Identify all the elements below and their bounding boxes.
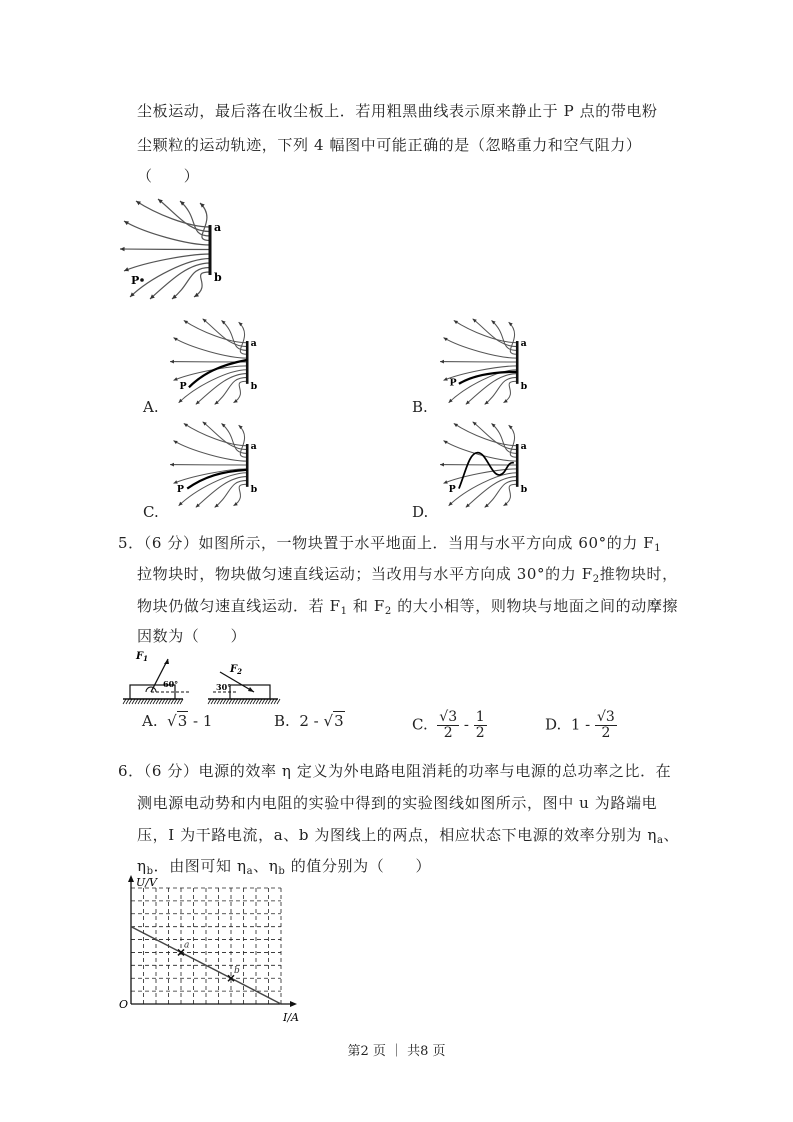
arrowhead-icon bbox=[170, 360, 174, 364]
q4-text-line-1: 尘板运动，最后落在收尘板上．若用粗黑曲线表示原来静止于 P 点的带电粉 bbox=[137, 102, 658, 120]
field-line bbox=[234, 381, 248, 402]
label-b: b bbox=[214, 271, 222, 284]
label-p: P bbox=[176, 484, 185, 495]
q4-answer-blank: （ ） bbox=[137, 167, 200, 185]
x-axis-arrow-icon bbox=[290, 1001, 297, 1007]
angle-30-label: 30° bbox=[216, 682, 232, 692]
x-axis-label: I/A bbox=[283, 1011, 299, 1024]
arrowhead-icon bbox=[440, 463, 444, 467]
label-p: P bbox=[449, 377, 457, 389]
field-line bbox=[174, 441, 248, 462]
arrowhead-icon bbox=[248, 687, 254, 692]
q5-text-line-2: 拉物块时，物块做匀速直线运动；当改用与水平方向成 30°的力 $F_2$推物块时， bbox=[137, 565, 678, 585]
point-b-label: b bbox=[234, 966, 240, 977]
option-a-figure bbox=[168, 317, 263, 407]
option-c-figure bbox=[168, 420, 263, 510]
trajectory bbox=[189, 360, 247, 387]
option-b-label: B. bbox=[412, 398, 428, 416]
ground-2 bbox=[208, 699, 280, 704]
f1-label: $F_1$ bbox=[136, 651, 148, 663]
q5-text-line-3: 物块仍做匀速直线运动．若 $F_1$ 和 $F_2$ 的大小相等，则物块与地面之间的动摩擦 bbox=[137, 597, 679, 617]
option-d-figure bbox=[438, 420, 533, 510]
q5-option-d: D. 1 - $\frac{√3}{2}$ bbox=[545, 709, 615, 741]
field-line bbox=[124, 254, 210, 271]
f2-label: $F_2$ bbox=[230, 664, 242, 676]
label-b: b bbox=[520, 381, 528, 392]
option-d-label: D. bbox=[412, 503, 429, 521]
field-lines bbox=[440, 319, 517, 405]
label-b: b bbox=[520, 484, 528, 495]
field-line bbox=[136, 201, 210, 227]
label-a: a bbox=[520, 338, 527, 350]
arrowhead-icon bbox=[440, 360, 444, 364]
ui-graph bbox=[115, 875, 305, 1025]
option-b-figure bbox=[438, 317, 533, 407]
field-line bbox=[444, 338, 518, 359]
ground-1 bbox=[123, 699, 183, 704]
q5-option-a: A. √3 - 1 bbox=[142, 712, 213, 730]
label-b: b bbox=[250, 381, 258, 392]
field-line bbox=[184, 320, 247, 342]
option-c-label: C. bbox=[143, 503, 159, 521]
q6-text-line-1: 6．（6 分）电源的效率 η 定义为外电路电阻消耗的功率与电源的总功率之比．在 bbox=[118, 762, 672, 780]
field-line bbox=[124, 221, 210, 245]
chart-axes bbox=[128, 875, 297, 1007]
field-line bbox=[120, 249, 210, 250]
field-line bbox=[444, 441, 518, 462]
point-p bbox=[140, 278, 144, 282]
label-a: a bbox=[214, 221, 222, 234]
label-a: a bbox=[520, 441, 527, 453]
q5-option-b: B. 2 - √3 bbox=[274, 712, 344, 730]
chart-grid bbox=[131, 888, 281, 1004]
origin-label: O bbox=[119, 998, 129, 1011]
field-line bbox=[454, 423, 517, 445]
q5-option-c: C. $\frac{√3}{2}$ - $\frac{1}{2}$ bbox=[412, 709, 485, 741]
q5-text-line-4: 因数为（ ） bbox=[137, 627, 247, 645]
arrowhead-icon bbox=[170, 463, 174, 467]
field-line bbox=[504, 381, 518, 402]
label-p: P bbox=[179, 381, 187, 392]
label-a: a bbox=[250, 338, 257, 350]
option-a-label: A. bbox=[143, 398, 159, 416]
q4-main-figure bbox=[118, 197, 228, 302]
label-p: P bbox=[448, 484, 456, 495]
arrowhead-icon bbox=[120, 247, 125, 251]
q6-text-line-2: 测电源电动势和内电阻的实验中得到的实验图线如图所示，图中 u 为路端电 bbox=[137, 794, 658, 812]
field-line bbox=[504, 484, 518, 505]
y-axis-arrow-icon bbox=[128, 875, 134, 882]
q6-text-line-4: $\eta_b$．由图可知 $\eta_a$、$\eta_b$ 的值分别为（ ） bbox=[137, 857, 432, 877]
label-p: P bbox=[131, 274, 140, 287]
trajectory bbox=[187, 470, 247, 489]
q5-block-figure bbox=[118, 647, 283, 709]
angle-60-label: 60° bbox=[163, 679, 179, 689]
field-line bbox=[194, 272, 210, 297]
y-axis-label: U/V bbox=[136, 876, 157, 889]
field-line bbox=[174, 338, 248, 359]
field-line bbox=[454, 320, 517, 342]
page-footer: 第2 页 ｜ 共8 页 bbox=[347, 1044, 446, 1059]
field-line bbox=[444, 469, 518, 484]
point-a-label: a bbox=[184, 940, 190, 951]
q4-text-line-2: 尘颗粒的运动轨迹，下列 4 幅图中可能正确的是（忽略重力和空气阻力） bbox=[137, 136, 642, 154]
label-b: b bbox=[250, 484, 258, 495]
label-a: a bbox=[250, 441, 257, 453]
field-line bbox=[184, 423, 247, 445]
q5-text-line-1: 5．（6 分）如图所示，一物块置于水平地面上．当用与水平方向成 60°的力 $F_1$ bbox=[118, 534, 662, 554]
field-line bbox=[234, 484, 248, 505]
q6-text-line-3: 压，I 为干路电流，a、b 为图线上的两点，相应状态下电源的效率分别为 $\eta_a$、 bbox=[137, 826, 680, 846]
